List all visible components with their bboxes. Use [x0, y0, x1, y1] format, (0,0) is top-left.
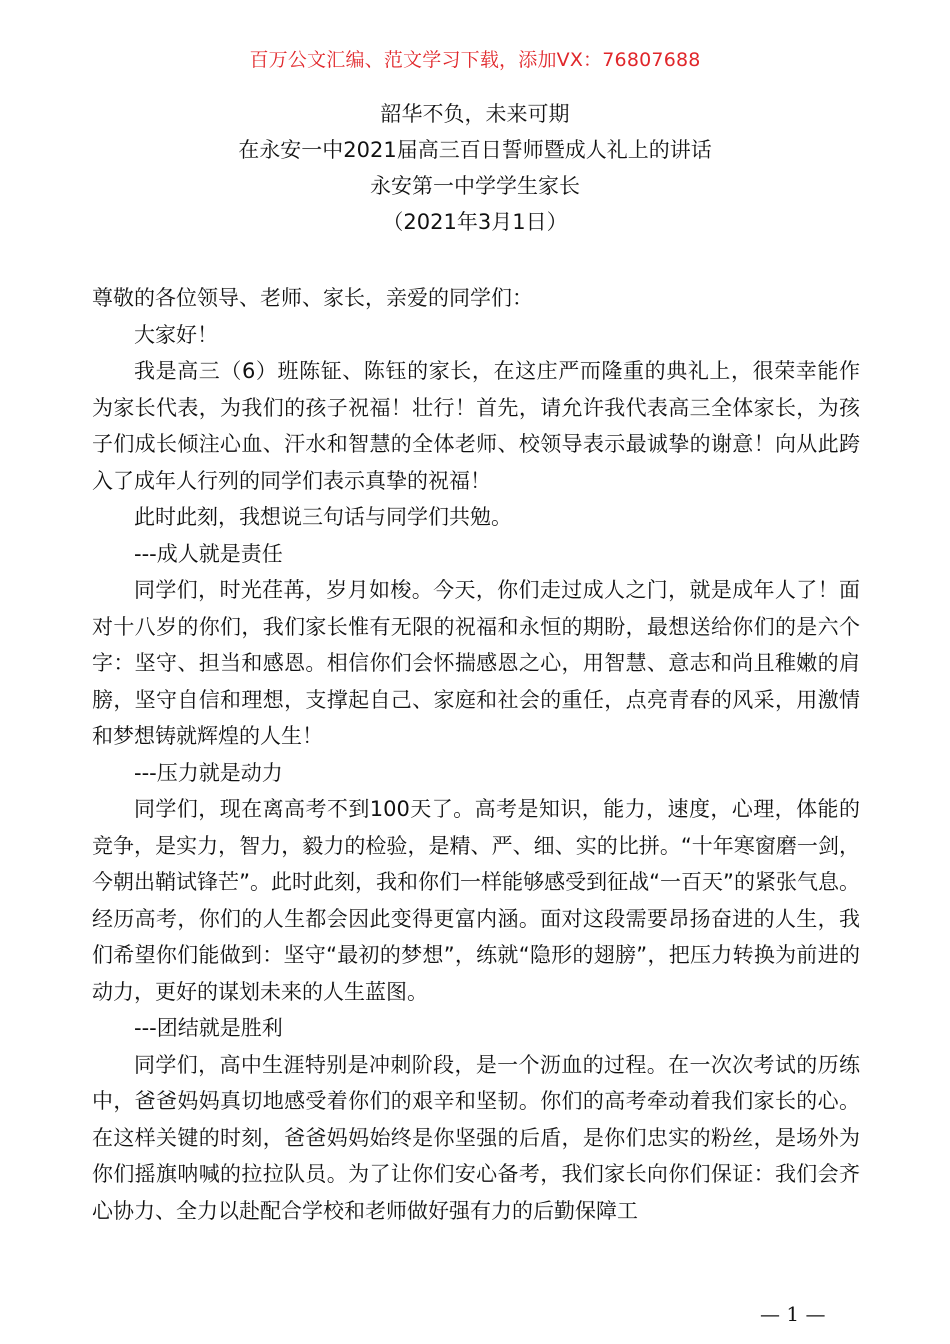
- section-heading-pressure: ---压力就是动力: [134, 760, 283, 785]
- paragraph-pressure: 同学们，现在离高考不到100天了。高考是知识，能力，速度，心理，体能的竞争，是实力，智力，毅力的检验，是精、严、细、实的比拼。“十年寒窗磨一剑，今朝出鞘试锋芒”。此时此刻，我和你们一样能够感受到征战“一百天”的紧张气息。经历高考，你们的人生都会因此变得更富内涵。面对这段需要昂扬奋进的人生，我们希望你们能做到：坚守“最初的梦想”，练就“隐形的翅膀”，把压力转换为前进的动力，更好的谋划未来的人生蓝图。: [92, 797, 860, 1004]
- speech-title: 韶华不负，未来可期: [380, 102, 570, 126]
- intro-paragraph: 我是高三（6）班陈钲、陈钰的家长，在这庄严而隆重的典礼上，很荣幸能作为家长代表，为我们的孩子祝福！壮行！首先，请允许我代表高三全体家长，为孩子们成长倾注心血、汗水和智慧的全体老师、校领导表示最诚挚的谢意！向从此跨入了成年人行列的同学们表示真挚的祝福！: [92, 359, 860, 493]
- speech-body: [92, 280, 860, 1229]
- promo-banner: 百万公文汇编、范文学习下载，添加VX：76807688: [249, 49, 701, 71]
- speaker-line: 永安第一中学学生家长: [370, 174, 580, 198]
- section-heading-responsibility: ---成人就是责任: [134, 541, 283, 566]
- speech-date: （2021年3月1日）: [382, 210, 568, 234]
- paragraph-responsibility: 同学们，时光荏苒，岁月如梭。今天，你们走过成人之门，就是成年人了！面对十八岁的你们，我们家长惟有无限的祝福和永恒的期盼，最想送给你们的是六个字：坚守、担当和感恩。相信你们会怀揣感恩之心，用智慧、意志和尚且稚嫩的肩膀，坚守自信和理想，支撑起自己、家庭和社会的重任，点亮青春的风采，用激情和梦想铸就辉煌的人生！: [92, 578, 860, 748]
- title-block: [0, 96, 950, 240]
- paragraph-unity: 同学们，高中生涯特别是冲刺阶段，是一个沥血的过程。在一次次考试的历练中，爸爸妈妈真切地感受着你们的艰辛和坚韧。你们的高考牵动着我们家长的心。在这样关键的时刻，爸爸妈妈始终是你坚强的后盾，是你们忠实的粉丝，是场外为你们摇旗呐喊的拉拉队员。为了让你们安心备考，我们家长向你们保证：我们会齐心协力、全力以赴配合学校和老师做好强有力的后勤保障工: [92, 1052, 860, 1223]
- speech-subtitle: 在永安一中2021届高三百日誓师暨成人礼上的讲话: [238, 138, 712, 162]
- greeting: 大家好！: [134, 322, 218, 347]
- transition-paragraph: 此时此刻，我想说三句话与同学们共勉。: [134, 505, 512, 529]
- page-number: — 1 —: [760, 1302, 826, 1326]
- section-heading-unity: ---团结就是胜利: [134, 1016, 283, 1040]
- salutation: 尊敬的各位领导、老师、家长，亲爱的同学们：: [92, 286, 533, 310]
